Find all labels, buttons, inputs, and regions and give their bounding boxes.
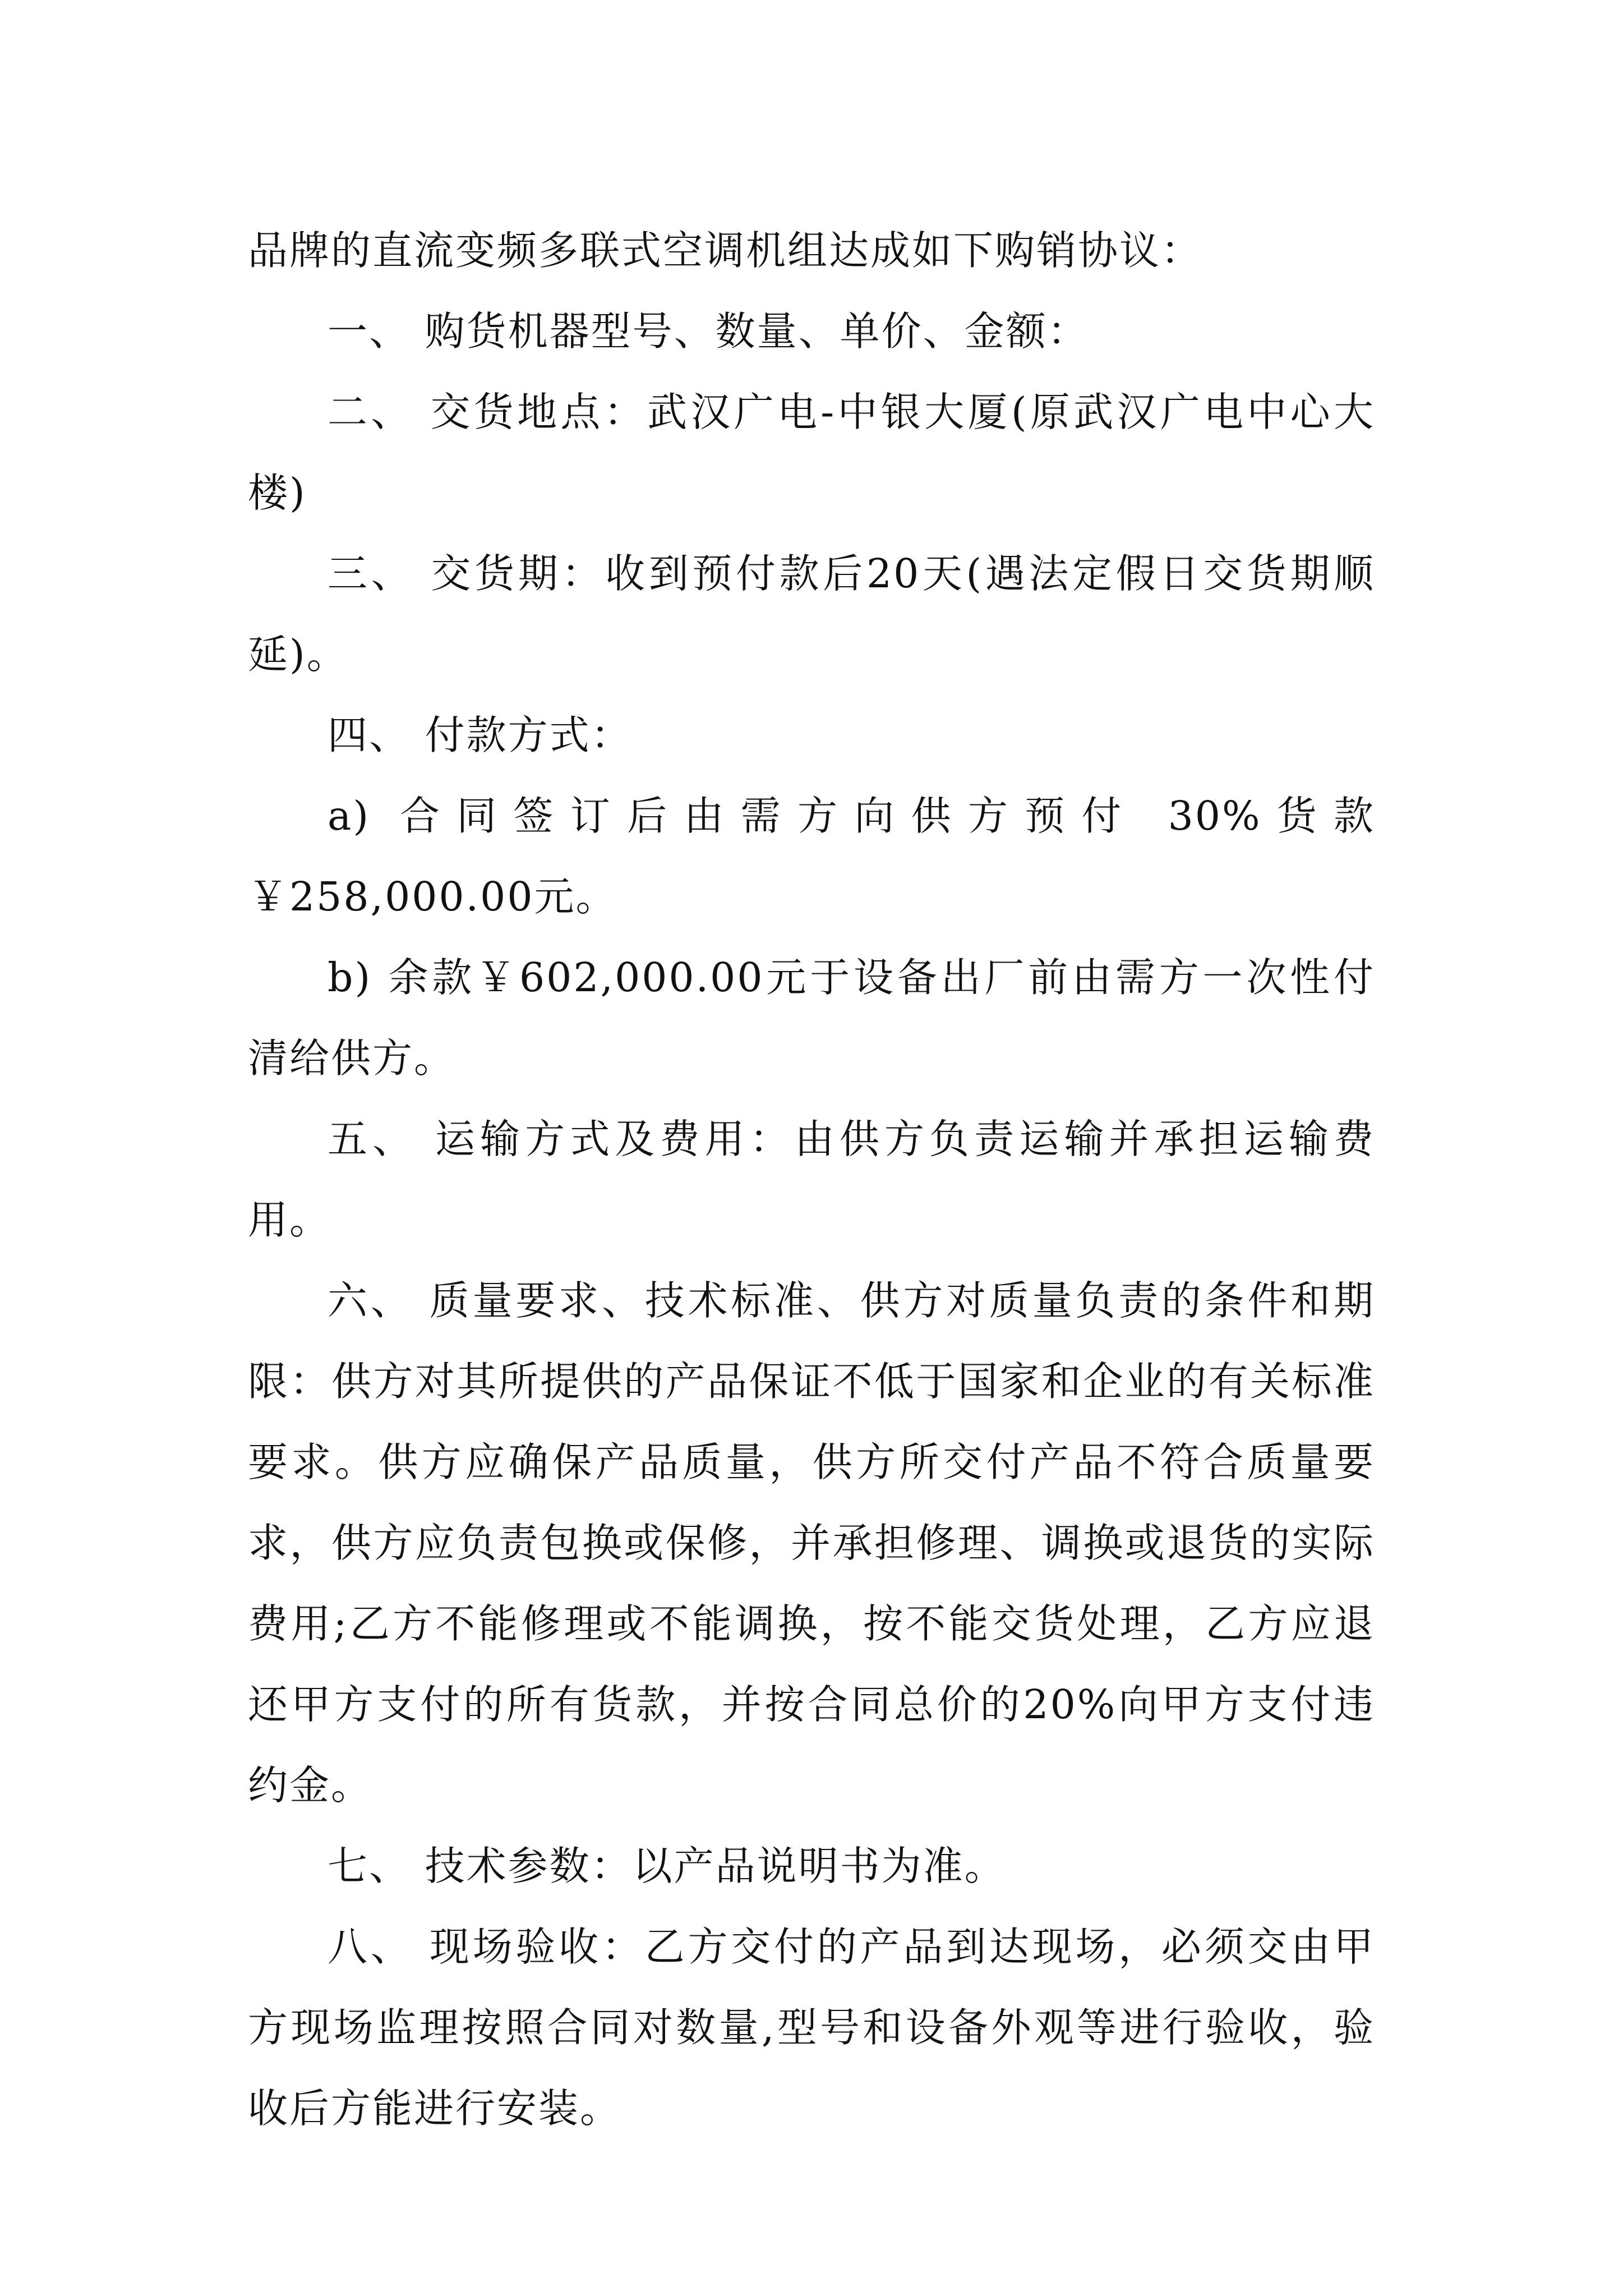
clause-2-delivery-location: 二、 交货地点：武汉广电-中银大厦(原武汉广电中心大楼)	[248, 389, 1375, 516]
clause-1-purchase-items: 一、 购货机器型号、数量、单价、金额：	[328, 308, 1089, 355]
clause-4a-prepayment: a) 合同签订后由需方向供方预付 30%货款￥258,000.00元。	[248, 793, 1375, 920]
clause-8-site-acceptance: 八、 现场验收：乙方交付的产品到达现场，必须交由甲方现场监理按照合同对数量,型号和设备外观等进行验收，验收后方能进行安装。	[248, 1924, 1375, 2132]
clause-4b-balance: b) 余款￥602,000.00元于设备出厂前由需方一次性付清给供方。	[248, 954, 1375, 1082]
clause-4-payment-method: 四、 付款方式：	[328, 712, 633, 758]
paragraph-intro: 品牌的直流变频多联式空调机组达成如下购销协议：	[248, 227, 1203, 274]
document-body	[248, 210, 1375, 2149]
clause-6-quality: 六、 质量要求、技术标准、供方对质量负责的条件和期限：供方对其所提供的产品保证不低于国家和企业的有关标准要求。供方应确保产品质量，供方所交付产品不符合质量要求，供方应负责包换或保修，并承担修理、调换或退货的实际费用;乙方不能修理或不能调换，按不能交货处理，乙方应退还甲方支付的所有货款，并按合同总价的20%向甲方支付违约金。	[248, 1277, 1375, 1809]
clause-3-delivery-period: 三、 交货期：收到预付款后20天(遇法定假日交货期顺延)。	[248, 550, 1375, 678]
clause-5-transport: 五、 运输方式及费用：由供方负责运输并承担运输费用。	[248, 1116, 1375, 1243]
clause-7-technical-params: 七、 技术参数：以产品说明书为准。	[328, 1843, 1006, 1889]
